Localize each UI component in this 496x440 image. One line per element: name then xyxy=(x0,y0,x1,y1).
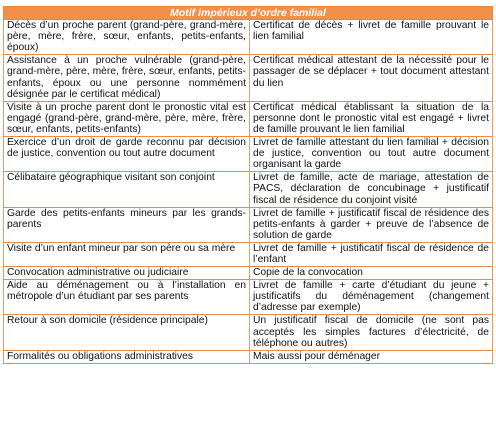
motif-cell: Visite d’un enfant mineur par son père ou sa mère xyxy=(4,242,250,266)
justificatif-cell: Livret de famille + justificatif fiscal de résidence des petits-enfants à garder + preuve de l’absence de solution de garde xyxy=(250,207,493,242)
table-header-row xyxy=(4,7,493,20)
table-row xyxy=(4,137,493,172)
table-row xyxy=(4,20,493,55)
motif-cell: Formalités ou obligations administratives xyxy=(4,350,250,363)
motif-cell: Garde des petits-enfants mineurs par les grands-parents xyxy=(4,207,250,242)
motif-cell: Exercice d’un droit de garde reconnu par décision de justice, convention ou tout autre document xyxy=(4,137,250,172)
justificatif-cell: Livret de famille + justificatif fiscal de résidence de l’enfant xyxy=(250,242,493,266)
justificatif-cell: Livret de famille + carte d’étudiant du jeune + justificatifs du déménagement (changement d’adresse par exemple) xyxy=(250,280,493,315)
motifs-table xyxy=(3,6,493,364)
justificatif-cell: Mais aussi pour déménager xyxy=(250,350,493,363)
table-row xyxy=(4,350,493,363)
motif-cell: Décès d’un proche parent (grand-père, grand-mère, père, mère, frère, sœur, enfants, petits-enfants, époux) xyxy=(4,20,250,55)
table-row xyxy=(4,172,493,207)
table-row xyxy=(4,207,493,242)
justificatif-cell: Un justificatif fiscal de domicile (ne sont pas acceptés les simples factures d’électricité, de téléphone ou autres) xyxy=(250,315,493,350)
table-row xyxy=(4,267,493,280)
table-title: Motif impérieux d’ordre familial xyxy=(4,7,493,20)
justificatif-cell: Livret de famille attestant du lien familial + décision de justice, convention ou tout autre document organisant la garde xyxy=(250,137,493,172)
table-row xyxy=(4,242,493,266)
table-row xyxy=(4,315,493,350)
motif-cell: Retour à son domicile (résidence principale) xyxy=(4,315,250,350)
justificatif-cell: Certificat médical attestant de la nécessité pour le passager de se déplacer + tout document attestant du lien xyxy=(250,55,493,101)
justificatif-cell: Copie de la convocation xyxy=(250,267,493,280)
motif-cell: Convocation administrative ou judiciaire xyxy=(4,267,250,280)
justificatif-cell: Certificat de décès + livret de famille prouvant le lien familial xyxy=(250,20,493,55)
motif-cell: Célibataire géographique visitant son conjoint xyxy=(4,172,250,207)
motif-cell: Aide au déménagement ou à l’installation en métropole d’un étudiant par ses parents xyxy=(4,280,250,315)
document-page xyxy=(3,6,492,364)
motif-cell: Visite à un proche parent dont le pronostic vital est engagé (grand-père, grand-mère, père, mère, frère, sœur, enfants, petits-enfants) xyxy=(4,101,250,136)
motif-cell: Assistance à un proche vulnérable (grand-père, grand-mère, père, mère, frère, sœur, enfants, petits-enfants, époux ou une personne nommément désignée par le certificat médical) xyxy=(4,55,250,101)
table-row xyxy=(4,55,493,101)
justificatif-cell: Livret de famille, acte de mariage, attestation de PACS, déclaration de concubinage + justificatif fiscal de résidence du conjoint visité xyxy=(250,172,493,207)
justificatif-cell: Certificat médical établissant la situation de la personne dont le pronostic vital est engagé + livret de famille prouvant le lien familial xyxy=(250,101,493,136)
table-row xyxy=(4,280,493,315)
table-row xyxy=(4,101,493,136)
